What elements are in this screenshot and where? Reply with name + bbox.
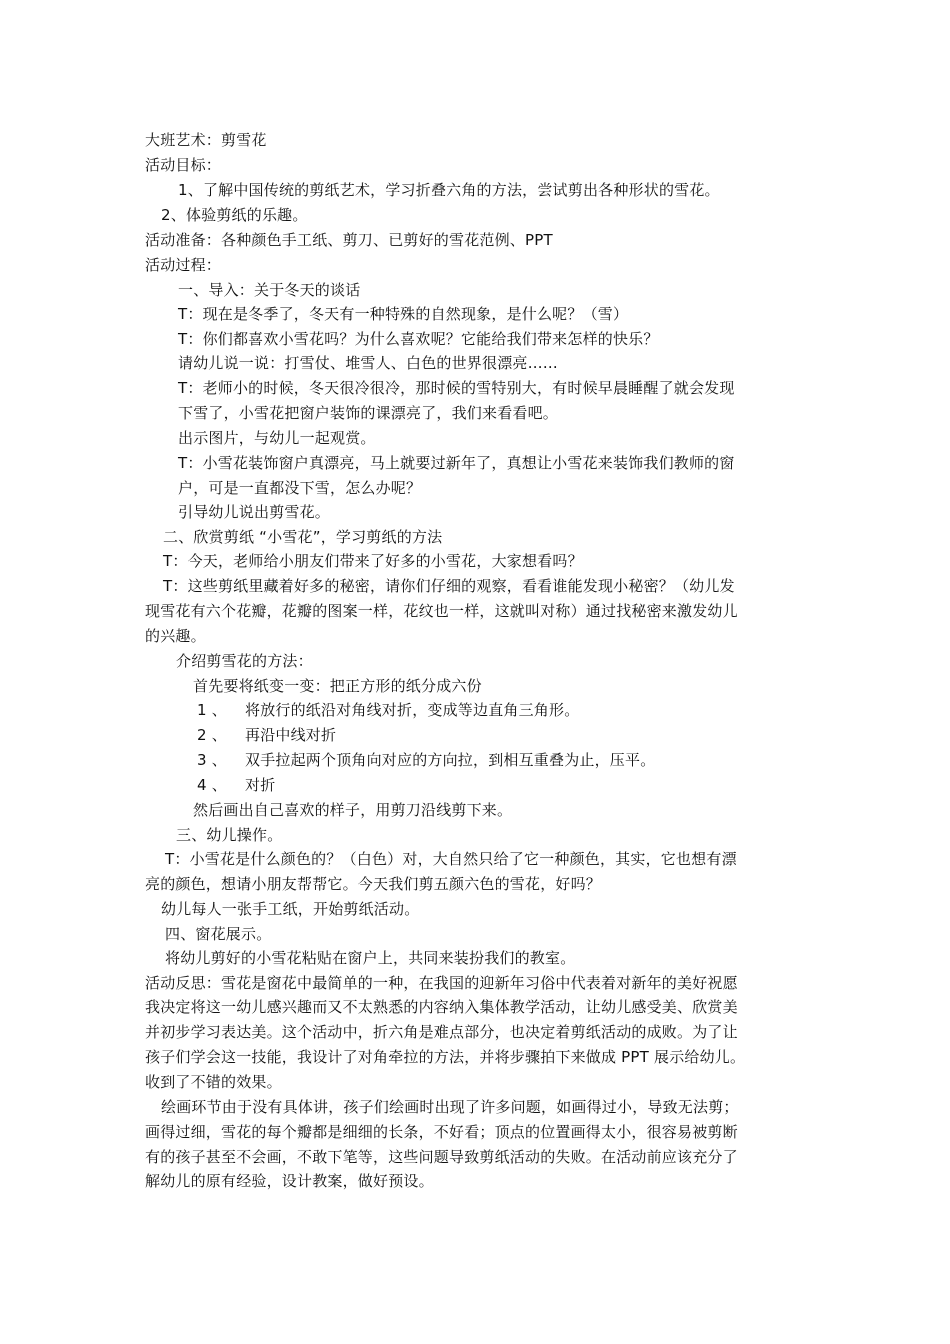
section-1-paragraph: T：小雪花装饰窗户真漂亮，马上就要过新年了，真想让小雪花来装饰我们教师的窗 xyxy=(178,454,735,472)
section-3-paragraph: 幼儿每人一张手工纸，开始剪纸活动。 xyxy=(161,900,420,918)
step-text: 再沿中线对折 xyxy=(245,726,337,744)
section-1-paragraph: 出示图片，与幼儿一起观赏。 xyxy=(178,429,376,447)
reflection-paragraph: 收到了不错的效果。 xyxy=(145,1073,282,1091)
section-1-paragraph: T：现在是冬季了，冬天有一种特殊的自然现象，是什么呢？（雪） xyxy=(178,305,629,323)
section-1-paragraph: T：你们都喜欢小雪花吗？为什么喜欢呢？它能给我们带来怎样的快乐？ xyxy=(178,330,659,348)
drawing-paragraph: 有的孩子甚至不会画，不敢下笔等，这些问题导致剪纸活动的失败。在活动前应该充分了 xyxy=(145,1148,738,1166)
section-3-heading: 三、幼儿操作。 xyxy=(176,826,283,844)
section-4-paragraph: 将幼儿剪好的小雪花粘贴在窗户上，共同来装扮我们的教室。 xyxy=(165,949,576,967)
document-title: 大班艺术：剪雪花 xyxy=(145,131,267,149)
step-number: 3 、 xyxy=(197,751,227,769)
section-3-paragraph: 亮的颜色，想请小朋友帮帮它。今天我们剪五颜六色的雪花，好吗？ xyxy=(145,875,602,893)
section-4-heading: 四、窗花展示。 xyxy=(165,925,272,943)
section-2-paragraph: T：这些剪纸里藏着好多的秘密，请你们仔细的观察，看看谁能发现小秘密？（幼儿发 xyxy=(163,577,735,595)
goal-1: 1、了解中国传统的剪纸艺术，学习折叠六角的方法，尝试剪出各种形状的雪花。 xyxy=(178,181,720,199)
section-1-paragraph: 下雪了，小雪花把窗户装饰的课漂亮了，我们来看看吧。 xyxy=(178,404,559,422)
section-1-heading: 一、导入：关于冬天的谈话 xyxy=(178,281,361,299)
method-intro: 首先要将纸变一变：把正方形的纸分成六份 xyxy=(193,677,482,695)
drawing-paragraph: 画得过细，雪花的每个瓣都是细细的长条，不好看；顶点的位置画得太小，很容易被剪断 xyxy=(145,1123,738,1141)
step-text: 对折 xyxy=(245,776,276,794)
preparation: 活动准备：各种颜色手工纸、剪刀、已剪好的雪花范例、PPT xyxy=(145,231,553,249)
section-2-paragraph: 现雪花有六个花瓣，花瓣的图案一样，花纹也一样，这就叫对称）通过找秘密来激发幼儿 xyxy=(145,602,738,620)
process-heading: 活动过程： xyxy=(145,256,222,274)
section-1-paragraph: 引导幼儿说出剪雪花。 xyxy=(178,503,331,521)
step-number: 4 、 xyxy=(197,776,227,794)
goal-2: 2、体验剪纸的乐趣。 xyxy=(161,206,308,224)
goals-heading: 活动目标： xyxy=(145,156,222,174)
reflection-paragraph: 活动反思：雪花是窗花中最简单的一种，在我国的迎新年习俗中代表着对新年的美好祝愿 xyxy=(145,974,738,992)
method-end: 然后画出自己喜欢的样子，用剪刀沿线剪下来。 xyxy=(193,801,513,819)
reflection-paragraph: 并初步学习表达美。这个活动中，折六角是难点部分，也决定着剪纸活动的成败。为了让 xyxy=(145,1023,738,1041)
step-text: 将放行的纸沿对角线对折，变成等边直角三角形。 xyxy=(245,701,580,719)
reflection-paragraph: 孩子们学会这一技能，我设计了对角牵拉的方法，并将步骤拍下来做成 PPT 展示给幼儿。 xyxy=(145,1048,746,1066)
method-heading: 介绍剪雪花的方法： xyxy=(176,652,313,670)
section-2-paragraph: T：今天，老师给小朋友们带来了好多的小雪花，大家想看吗？ xyxy=(163,552,583,570)
section-1-paragraph: 请幼儿说一说：打雪仗、堆雪人、白色的世界很漂亮…… xyxy=(178,354,559,372)
step-text: 双手拉起两个顶角向对应的方向拉，到相互重叠为止，压平。 xyxy=(245,751,656,769)
drawing-paragraph: 解幼儿的原有经验，设计教案，做好预设。 xyxy=(145,1172,434,1190)
step-number: 2 、 xyxy=(197,726,227,744)
section-2-heading: 二、欣赏剪纸 “小雪花”，学习剪纸的方法 xyxy=(163,528,443,546)
section-3-paragraph: T：小雪花是什么颜色的？（白色）对，大自然只给了它一种颜色，其实，它也想有漂 xyxy=(165,850,737,868)
section-2-paragraph: 的兴趣。 xyxy=(145,627,206,645)
step-number: 1 、 xyxy=(197,701,227,719)
section-1-paragraph: T：老师小的时候，冬天很冷很冷，那时候的雪特别大，有时候早晨睡醒了就会发现 xyxy=(178,379,735,397)
drawing-paragraph: 绘画环节由于没有具体讲，孩子们绘画时出现了许多问题，如画得过小，导致无法剪； xyxy=(161,1098,739,1116)
reflection-paragraph: 我决定将这一幼儿感兴趣而又不太熟悉的内容纳入集体教学活动，让幼儿感受美、欣赏美 xyxy=(145,998,738,1016)
section-1-paragraph: 户，可是一直都没下雪，怎么办呢？ xyxy=(178,479,422,497)
